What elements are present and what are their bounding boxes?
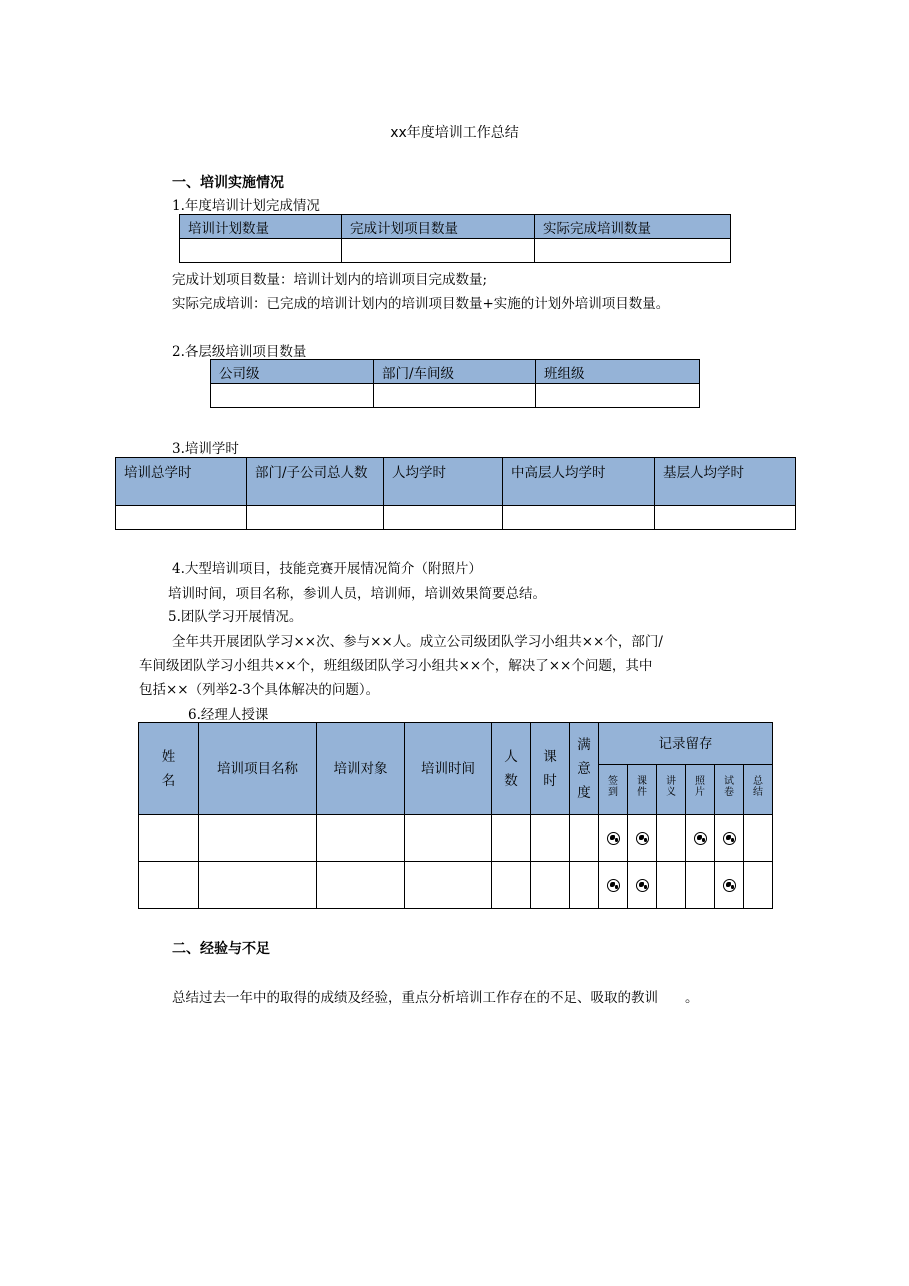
data-cell: [317, 862, 405, 909]
section1-heading: 一、培训实施情况: [172, 175, 284, 191]
data-cell: [405, 815, 492, 862]
header-cell: 培训总学时: [116, 458, 247, 506]
record-cell: [744, 815, 773, 862]
globe-icon: [723, 832, 736, 845]
data-cell: [211, 384, 374, 408]
data-cell: [570, 862, 599, 909]
sub3-label: 3.培训学时: [172, 441, 239, 457]
sub4-text: 培训时间，项目名称，参训人员，培训师，培训效果简要总结。: [168, 586, 546, 602]
header-cell: 人均学时: [384, 458, 503, 506]
header-cell: 部门/子公司总人数: [247, 458, 384, 506]
header-cell: 实际完成培训数量: [535, 215, 731, 239]
header-project: 培训项目名称: [199, 723, 317, 815]
sub1-note2: 实际完成培训：已完成的培训计划内的培训项目数量+实施的计划外培训项目数量。: [172, 296, 670, 312]
header-count: 人数: [492, 723, 531, 815]
manager-teaching-table: [138, 722, 773, 909]
record-cell: [628, 862, 657, 909]
data-cell: [535, 239, 731, 263]
header-cell: 完成计划项目数量: [342, 215, 535, 239]
sub5-line1: 全年共开展团队学习××次、参与××人。成立公司级团队学习小组共××个，部门/: [172, 634, 663, 650]
globe-icon: [607, 879, 620, 892]
data-cell: [405, 862, 492, 909]
record-cell: [715, 815, 744, 862]
record-cell: [599, 815, 628, 862]
data-cell: [536, 384, 700, 408]
header-record-sub: 总结: [744, 765, 773, 815]
data-cell: [492, 862, 531, 909]
section2-heading: 二、经验与不足: [172, 941, 270, 957]
header-hours: 课时: [531, 723, 570, 815]
sub6-label: 6.经理人授课: [188, 707, 269, 723]
record-cell: [599, 862, 628, 909]
globe-icon: [636, 832, 649, 845]
sub2-label: 2.各层级培训项目数量: [172, 344, 307, 360]
table-row: [139, 862, 773, 909]
data-cell: [503, 506, 655, 530]
header-target: 培训对象: [317, 723, 405, 815]
header-record-sub: 课件: [628, 765, 657, 815]
data-cell: [139, 862, 199, 909]
header-record-sub: 照片: [686, 765, 715, 815]
record-cell: [686, 862, 715, 909]
data-cell: [180, 239, 342, 263]
level-project-table: [210, 359, 700, 408]
header-cell: 部门/车间级: [374, 360, 536, 384]
data-cell: [384, 506, 503, 530]
record-cell: [628, 815, 657, 862]
training-hours-table: [115, 457, 796, 530]
sub5-line3: 包括××（列举2-3个具体解决的问题）。: [139, 682, 380, 698]
data-cell: [139, 815, 199, 862]
sub5-line2: 车间级团队学习小组共××个，班组级团队学习小组共××个，解决了××个问题，其中: [139, 658, 653, 674]
table-row: [139, 815, 773, 862]
header-cell: 培训计划数量: [180, 215, 342, 239]
record-cell: [744, 862, 773, 909]
data-cell: [531, 815, 570, 862]
data-cell: [247, 506, 384, 530]
record-cell: [715, 862, 744, 909]
record-cell: [686, 815, 715, 862]
header-cell: 公司级: [211, 360, 374, 384]
globe-icon: [723, 879, 736, 892]
data-cell: [317, 815, 405, 862]
globe-icon: [607, 832, 620, 845]
data-cell: [342, 239, 535, 263]
header-record: 记录留存: [599, 723, 773, 765]
data-cell: [531, 862, 570, 909]
header-cell: 基层人均学时: [655, 458, 796, 506]
header-cell: 班组级: [536, 360, 700, 384]
section2-text: 总结过去一年中的取得的成绩及经验，重点分析培训工作存在的不足、吸取的教训 。: [172, 990, 699, 1006]
data-cell: [374, 384, 536, 408]
header-time: 培训时间: [405, 723, 492, 815]
data-cell: [570, 815, 599, 862]
globe-icon: [694, 832, 707, 845]
data-cell: [492, 815, 531, 862]
header-record-sub: 讲义: [657, 765, 686, 815]
sub1-label: 1.年度培训计划完成情况: [172, 198, 320, 214]
sub5-label: 5.团队学习开展情况。: [168, 609, 303, 625]
header-record-sub: 试卷: [715, 765, 744, 815]
record-cell: [657, 815, 686, 862]
header-satisfaction: 满意度: [570, 723, 599, 815]
data-cell: [655, 506, 796, 530]
sub4-label: 4.大型培训项目，技能竞赛开展情况简介（附照片）: [172, 561, 482, 577]
data-cell: [116, 506, 247, 530]
data-cell: [199, 815, 317, 862]
plan-completion-table: [179, 214, 731, 263]
data-cell: [199, 862, 317, 909]
header-cell: 中高层人均学时: [503, 458, 655, 506]
record-cell: [657, 862, 686, 909]
header-name: 姓名: [139, 723, 199, 815]
sub1-note1: 完成计划项目数量：培训计划内的培训项目完成数量;: [172, 272, 488, 288]
header-record-sub: 签到: [599, 765, 628, 815]
document-title: xx年度培训工作总结: [390, 125, 519, 141]
globe-icon: [636, 879, 649, 892]
